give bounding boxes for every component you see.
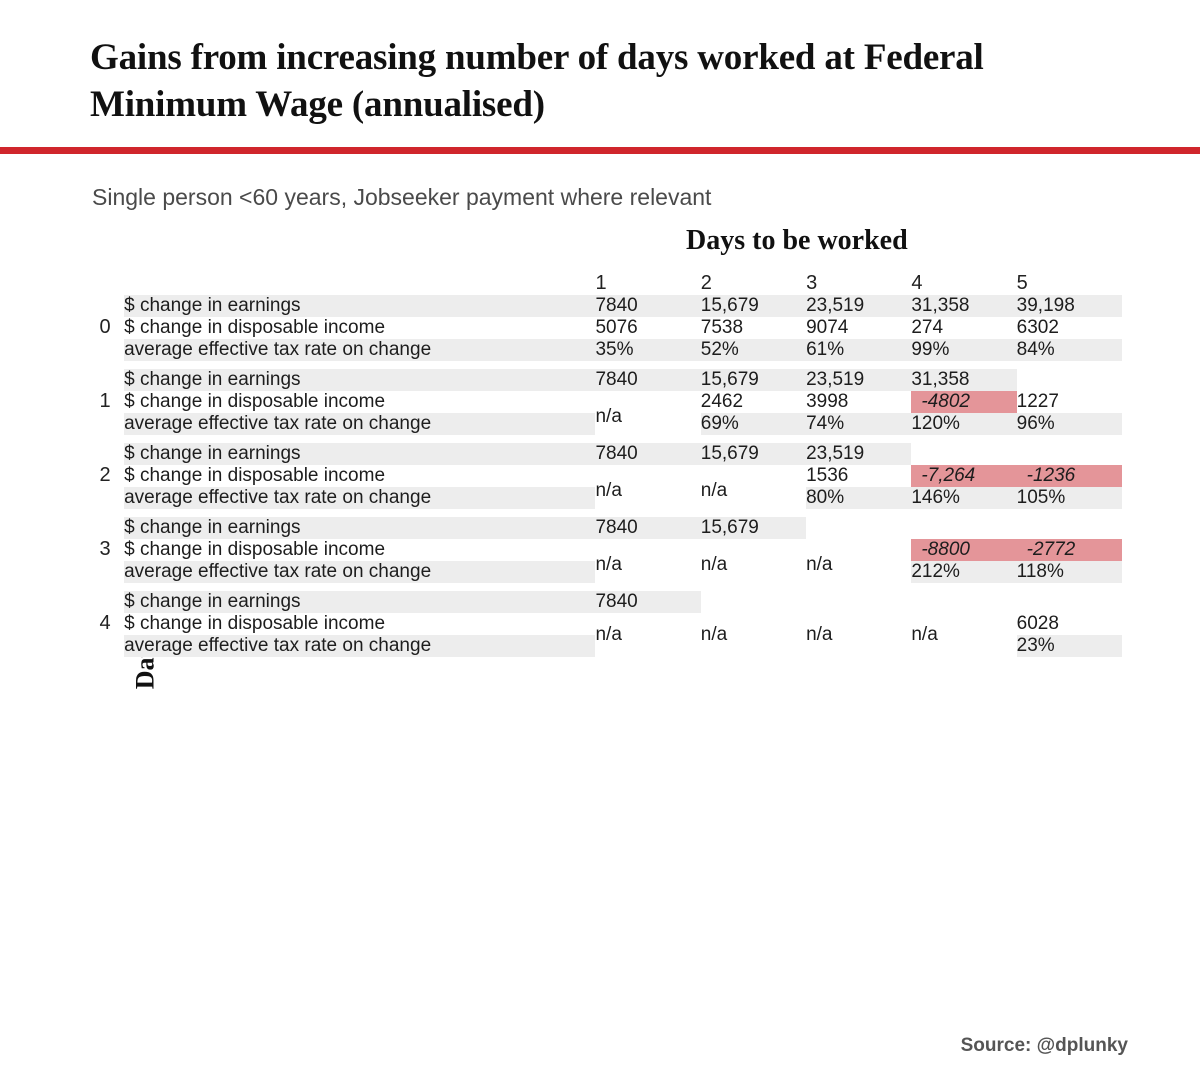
source-credit: Source: @dplunky: [960, 1035, 1128, 1056]
col-header-4: 4: [911, 271, 923, 294]
data-cell: 7840: [595, 443, 700, 465]
table-container: [0, 225, 1200, 657]
data-cell: 23,519: [806, 443, 911, 465]
data-cell: -8800: [911, 539, 1016, 561]
page-title: Gains from increasing number of days worked at Federal Minimum Wage (annualised): [90, 37, 984, 126]
data-cell: 15,679: [701, 443, 806, 465]
data-cell: 52%: [701, 339, 806, 361]
data-cell: 7840: [595, 295, 700, 317]
data-cell: 15,679: [701, 295, 806, 317]
col-header-5: 5: [1016, 271, 1028, 294]
title-rule: [0, 147, 1200, 154]
data-cell: 61%: [806, 339, 911, 361]
table-row: [86, 465, 1122, 487]
na-cell: n/a: [595, 613, 700, 657]
data-cell: 31,358: [911, 369, 1016, 391]
metric-label: $ change in disposable income: [124, 465, 595, 487]
metric-label: average effective tax rate on change: [124, 413, 595, 435]
data-cell: 69%: [701, 413, 806, 435]
data-cell: 35%: [595, 339, 700, 361]
data-cell: 274: [911, 317, 1016, 339]
data-cell: 7840: [595, 517, 700, 539]
data-cell: 9074: [806, 317, 911, 339]
na-cell: n/a: [911, 613, 1016, 657]
block-spacer: [86, 435, 1122, 443]
metric-label: $ change in disposable income: [124, 317, 595, 339]
na-cell: n/a: [701, 613, 806, 657]
data-cell: 6028: [1017, 613, 1122, 635]
table-row: [86, 391, 1122, 413]
data-cell: 96%: [1017, 413, 1122, 435]
data-cell: 5076: [595, 317, 700, 339]
data-cell: -4802: [911, 391, 1016, 413]
table-row: [86, 613, 1122, 635]
row-group-label-0: 0: [99, 316, 111, 339]
spacer-cell: [86, 509, 1122, 517]
column-header-row: [86, 261, 1122, 295]
data-cell: 1536: [806, 465, 911, 487]
col-header-2: 2: [700, 271, 712, 294]
spacer-cell: [86, 435, 1122, 443]
metric-label: average effective tax rate on change: [124, 487, 595, 509]
column-group-title: Days to be worked: [686, 224, 908, 256]
data-cell: 6302: [1017, 317, 1122, 339]
data-cell: 39,198: [1017, 295, 1122, 317]
data-cell: 15,679: [701, 369, 806, 391]
block-spacer: [86, 583, 1122, 591]
metric-label: $ change in earnings: [124, 517, 595, 539]
table-row: [86, 339, 1122, 361]
data-cell: 23,519: [806, 369, 911, 391]
metric-label: $ change in disposable income: [124, 391, 595, 413]
data-cell: 118%: [1017, 561, 1122, 583]
metric-label: average effective tax rate on change: [124, 635, 595, 657]
metric-label: $ change in earnings: [124, 369, 595, 391]
data-cell: 2462: [701, 391, 806, 413]
col-header-1: 1: [595, 271, 607, 294]
corner-cell: [86, 261, 124, 295]
na-cell: n/a: [595, 391, 700, 443]
table-row: [86, 295, 1122, 317]
data-cell: 146%: [911, 487, 1016, 509]
na-cell: n/a: [595, 465, 700, 517]
table-row: [86, 539, 1122, 561]
table-row: [86, 317, 1122, 339]
metric-label: average effective tax rate on change: [124, 561, 595, 583]
na-cell: n/a: [806, 613, 911, 657]
metric-label: $ change in earnings: [124, 591, 595, 613]
data-cell: 7538: [701, 317, 806, 339]
row-group-label-3: 3: [99, 538, 111, 561]
table-head: [86, 261, 1122, 295]
data-cell: 7840: [595, 591, 700, 613]
data-cell: -2772: [1017, 539, 1122, 561]
data-cell: 3998: [806, 391, 911, 413]
metric-label: $ change in earnings: [124, 295, 595, 317]
col-header-3: 3: [806, 271, 818, 294]
data-cell: 7840: [595, 369, 700, 391]
data-cell: 31,358: [911, 295, 1016, 317]
row-group-label-4: 4: [99, 612, 111, 635]
data-cell: 105%: [1017, 487, 1122, 509]
data-cell: 84%: [1017, 339, 1122, 361]
data-cell: 120%: [911, 413, 1016, 435]
data-cell: 74%: [806, 413, 911, 435]
block-spacer: [86, 509, 1122, 517]
data-cell: -1236: [1017, 465, 1122, 487]
data-cell: 15,679: [701, 517, 806, 539]
data-cell: 23,519: [806, 295, 911, 317]
row-group-label-1: 1: [99, 390, 111, 413]
metric-label: $ change in disposable income: [124, 613, 595, 635]
na-cell: n/a: [701, 539, 806, 591]
table-row: [86, 443, 1122, 465]
table-row: [86, 369, 1122, 391]
data-cell: 80%: [806, 487, 911, 509]
table-body: [86, 295, 1122, 657]
spacer-cell: [86, 361, 1122, 369]
na-cell: n/a: [806, 539, 911, 591]
metric-label: $ change in earnings: [124, 443, 595, 465]
row-group-label-2: 2: [99, 464, 111, 487]
na-cell: n/a: [595, 539, 700, 591]
block-spacer: [86, 361, 1122, 369]
table-row: [86, 591, 1122, 613]
na-cell: n/a: [701, 465, 806, 517]
data-cell: 1227: [1017, 391, 1122, 413]
metric-label: average effective tax rate on change: [124, 339, 595, 361]
metric-header-cell: [124, 261, 595, 295]
data-table: [86, 261, 1122, 657]
data-cell: -7,264: [911, 465, 1016, 487]
page-subtitle: Single person <60 years, Jobseeker payment where relevant: [92, 183, 712, 210]
data-cell: 212%: [911, 561, 1016, 583]
spacer-cell: [86, 583, 1122, 591]
metric-label: $ change in disposable income: [124, 539, 595, 561]
table-row: [86, 517, 1122, 539]
data-cell: 23%: [1017, 635, 1122, 657]
data-cell: 99%: [911, 339, 1016, 361]
